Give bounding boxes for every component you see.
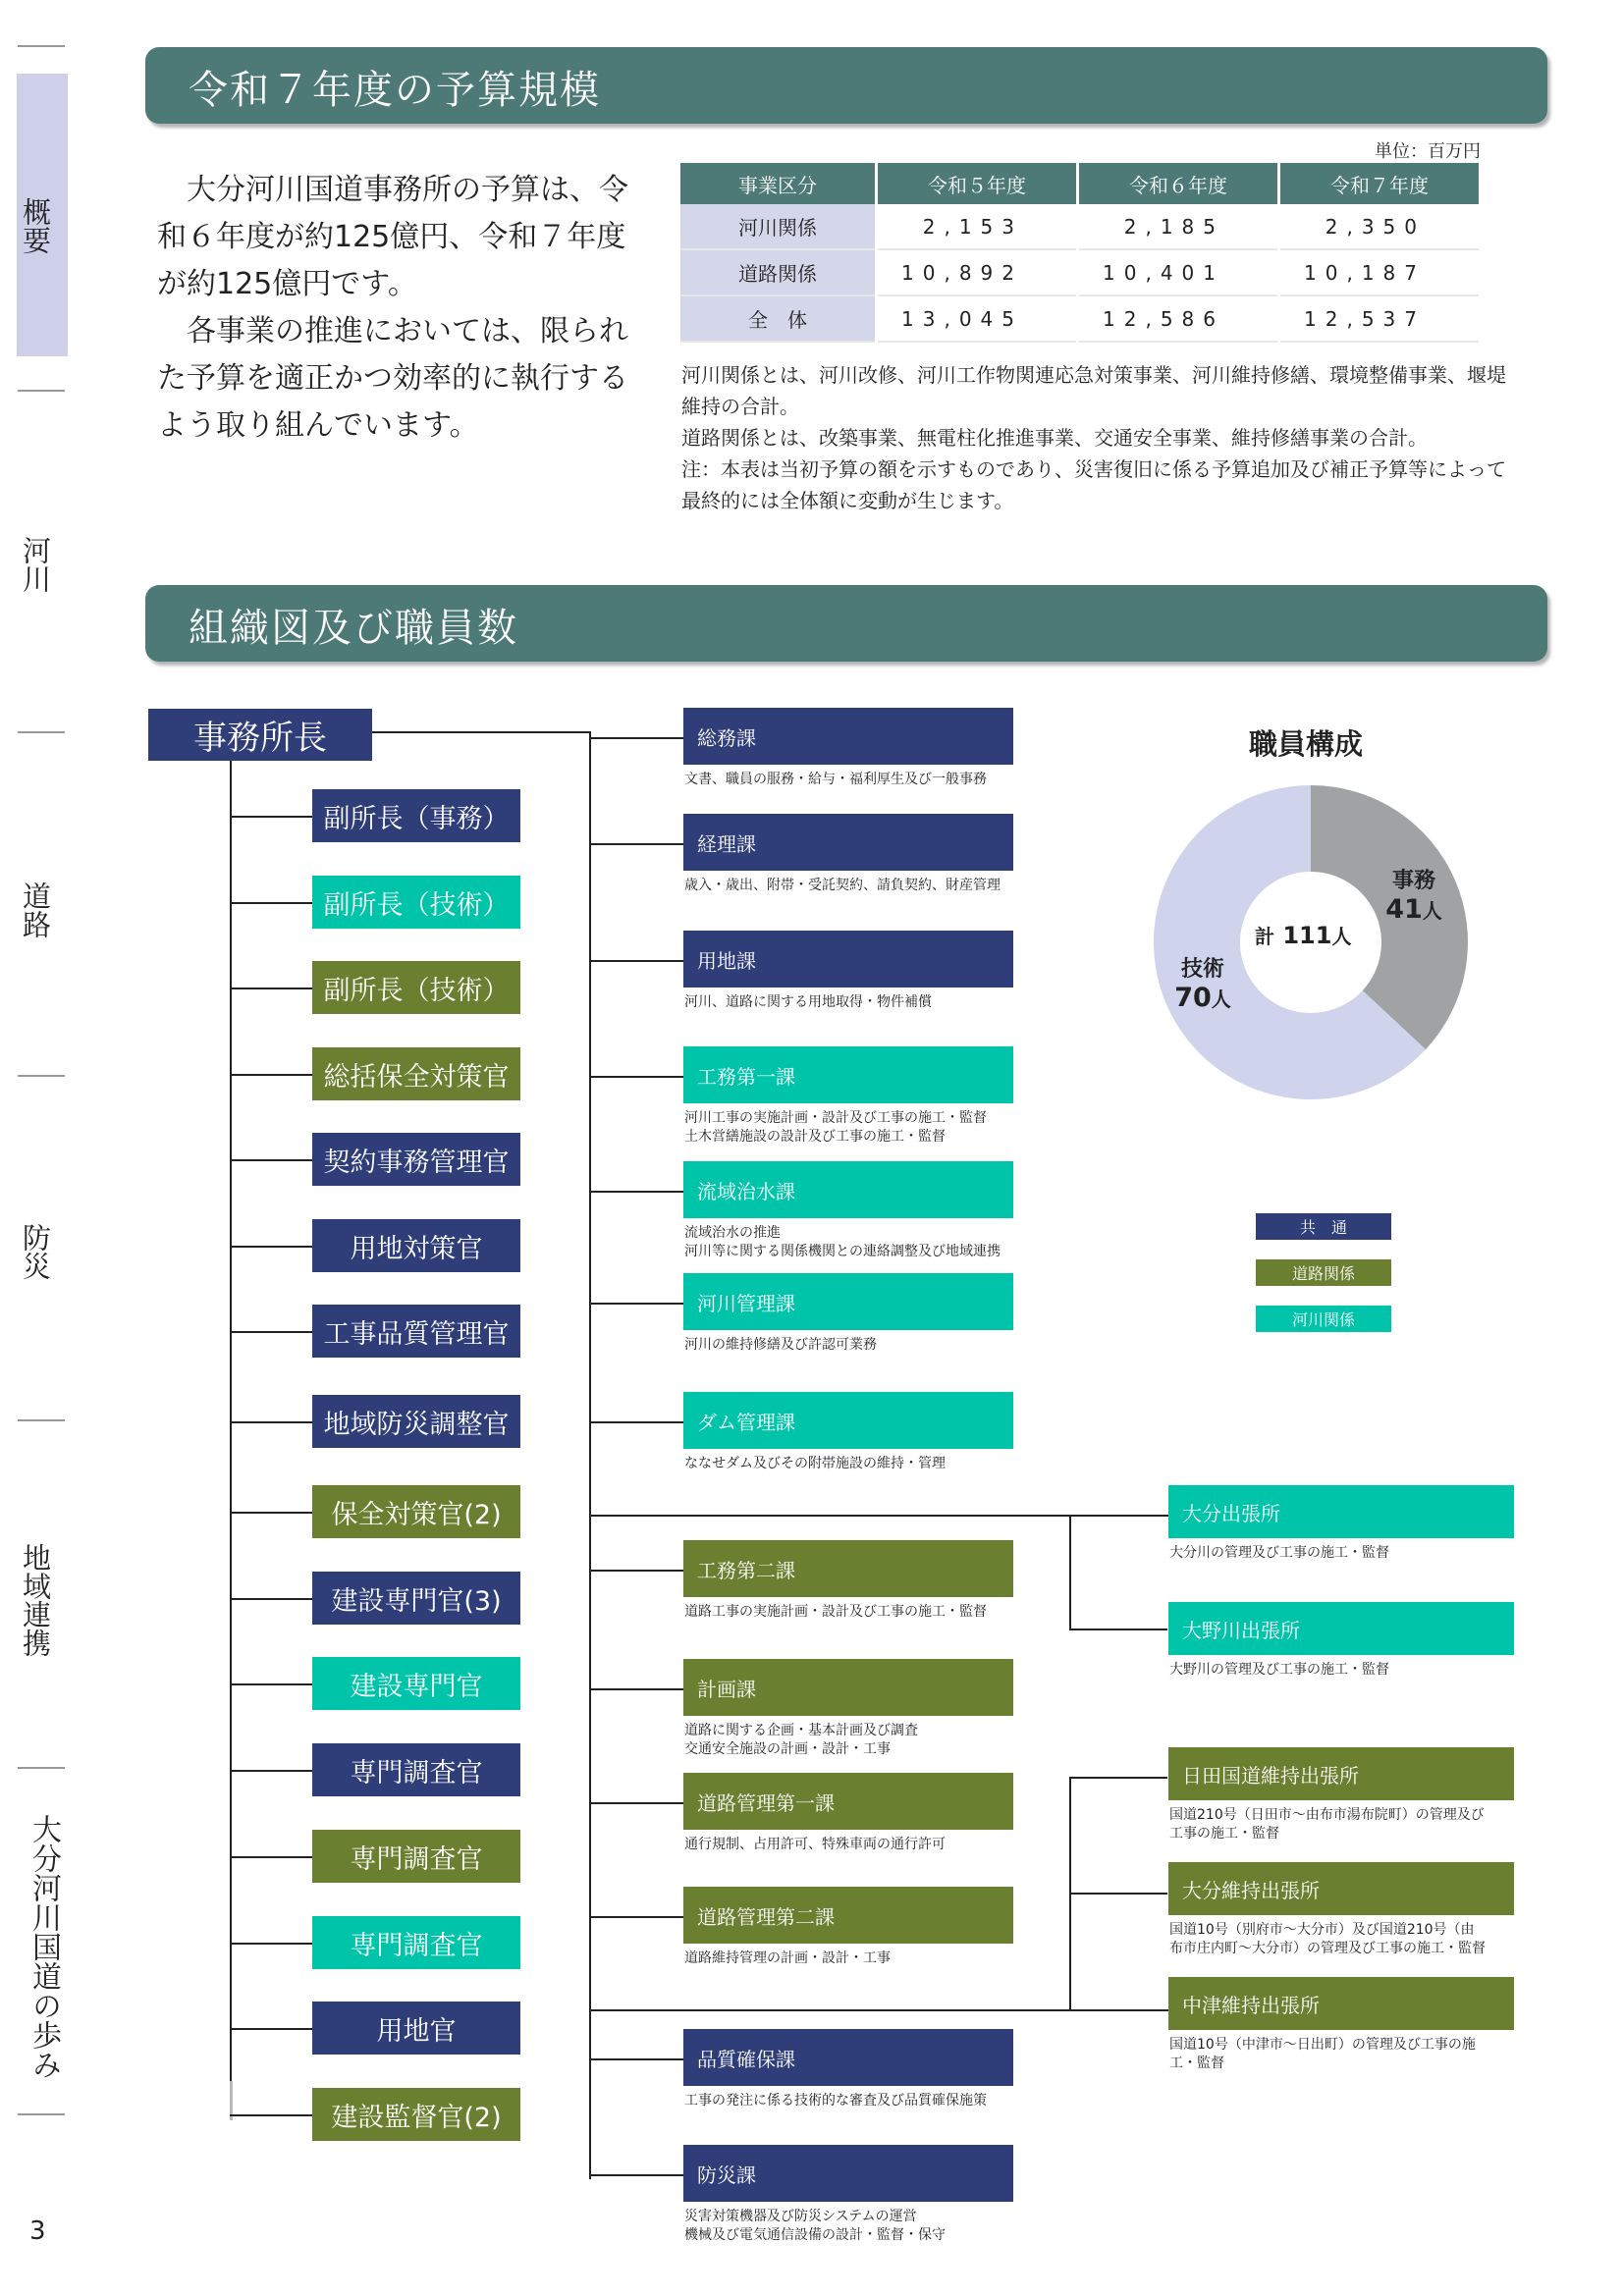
- division-box: 工務第一課: [683, 1046, 1013, 1103]
- connector-line: [589, 2009, 1168, 2011]
- pie-label-gijutsu: [1173, 952, 1232, 1013]
- nav-divider: [18, 390, 65, 392]
- nav-divider: [18, 731, 65, 733]
- row-label: 全 体: [680, 296, 875, 343]
- nav-divider: [18, 1767, 65, 1769]
- connector-line: [1069, 1893, 1167, 1895]
- legend-road: 道路関係: [1256, 1259, 1391, 1286]
- org-head-box: 事務所長: [148, 709, 372, 761]
- table-row: [680, 250, 1479, 296]
- nav-item-disaster[interactable]: 防災: [19, 1223, 52, 1280]
- table-cell: 10,401: [1079, 250, 1277, 296]
- officer-box: 総括保全対策官: [312, 1047, 520, 1100]
- officer-box: 用地官: [312, 2002, 520, 2055]
- office-description: 国道210号（日田市〜由布市湯布院町）の管理及び: [1169, 1807, 1485, 1823]
- intro-paragraph: 各事業の推進においては、限られた予算を適正かつ効率的に執行するよう取り組んでいます。: [157, 314, 628, 443]
- page-number: 3: [29, 2216, 46, 2246]
- connector-line: [230, 1421, 312, 1423]
- connector-line: [230, 1512, 312, 1514]
- pie-value: [1384, 894, 1443, 925]
- division-box: 経理課: [683, 814, 1013, 871]
- pie-number: 70: [1174, 983, 1212, 1013]
- connector-line: [230, 1331, 312, 1333]
- nav-divider: [18, 1419, 65, 1421]
- table-row: [680, 296, 1479, 343]
- connector-line: [1069, 1777, 1167, 1779]
- connector-line: [589, 843, 683, 845]
- division-description: ななせダム及びその附帯施設の維持・管理: [684, 1456, 946, 1471]
- connector-line: [230, 988, 312, 989]
- division-description: 河川等に関する関係機関との連絡調整及び地域連携: [684, 1244, 1001, 1259]
- office-description: 大野川の管理及び工事の施工・監督: [1169, 1662, 1389, 1678]
- division-box: 河川管理課: [683, 1273, 1013, 1330]
- connector-line: [230, 1246, 312, 1248]
- office-box: 中津維持出張所: [1168, 1977, 1514, 2030]
- connector-line: [1069, 1515, 1071, 1629]
- nav-item-river[interactable]: 河川: [19, 536, 52, 593]
- connector-line: [371, 731, 589, 733]
- table-cell: 12,537: [1280, 296, 1479, 343]
- officer-box: 専門調査官: [312, 1743, 520, 1796]
- table-header-row: [680, 163, 1479, 204]
- division-box: 流域治水課: [683, 1161, 1013, 1218]
- column-header: 令和５年度: [878, 163, 1076, 204]
- division-description: 道路工事の実施計画・設計及び工事の施工・監督: [684, 1604, 987, 1620]
- connector-line: [230, 1074, 312, 1076]
- connector-line: [1069, 1629, 1167, 1630]
- division-description: 道路に関する企画・基本計画及び調査: [684, 1723, 918, 1738]
- division-box: 工務第二課: [683, 1540, 1013, 1597]
- connector-line: [230, 1598, 312, 1600]
- pie-total-unit: 人: [1331, 925, 1352, 948]
- budget-section-header: [145, 47, 1547, 124]
- division-box: 用地課: [683, 931, 1013, 988]
- pie-value: [1173, 983, 1232, 1013]
- table-cell: 12,586: [1079, 296, 1277, 343]
- division-description: 通行規制、占用許可、特殊車両の通行許可: [684, 1837, 946, 1852]
- pie-total-prefix: 計: [1255, 925, 1274, 948]
- office-description: 国道10号（別府市〜大分市）及び国道210号（由: [1169, 1922, 1475, 1938]
- table-cell: 10,892: [878, 250, 1076, 296]
- pie-unit: 人: [1422, 899, 1442, 923]
- division-description: 河川の維持修繕及び許認可業務: [684, 1337, 877, 1353]
- connector-line: [589, 1916, 683, 1918]
- connector-line: [589, 1688, 683, 1690]
- table-cell: 2,350: [1280, 204, 1479, 250]
- table-cell: 13,045: [878, 296, 1076, 343]
- office-box: 大分出張所: [1168, 1485, 1514, 1538]
- budget-notes: [681, 359, 1506, 516]
- nav-divider: [18, 2113, 65, 2115]
- division-description: 文書、職員の服務・給与・福利厚生及び一般事務: [684, 772, 987, 787]
- staff-chart-title: 職員構成: [1249, 727, 1364, 761]
- connector-line: [589, 1570, 683, 1572]
- officer-box: 専門調査官: [312, 1916, 520, 1969]
- connector-line: [589, 1191, 683, 1193]
- division-box: 品質確保課: [683, 2029, 1013, 2086]
- pie-total-value: 111: [1282, 922, 1332, 949]
- connector-line: [589, 1303, 683, 1305]
- officer-box: 工事品質管理官: [312, 1305, 520, 1358]
- legend-river: 河川関係: [1256, 1306, 1391, 1332]
- division-description: 交通安全施設の計画・設計・工事: [684, 1741, 891, 1757]
- officer-box: 用地対策官: [312, 1219, 520, 1272]
- nav-item-community[interactable]: 地域連携: [19, 1543, 52, 1657]
- note: 河川関係とは、河川改修、河川工作物関連応急対策事業、河川維持修繕、環境整備事業、堰堤維持の合計。: [681, 363, 1506, 418]
- column-header: 令和６年度: [1079, 163, 1277, 204]
- division-description: 機械及び電気通信設備の設計・監督・保守: [684, 2227, 946, 2243]
- legend-common: 共 通: [1256, 1213, 1391, 1240]
- pie-total-label: [1255, 921, 1351, 949]
- connector-line: [589, 2174, 683, 2176]
- officer-box: 保全対策官(2): [312, 1485, 520, 1538]
- intro-paragraph: 大分河川国道事務所の予算は、令和６年度が約125億円、令和７年度が約125億円です。: [157, 173, 628, 301]
- division-box: 道路管理第一課: [683, 1773, 1013, 1830]
- budget-intro: [157, 167, 638, 450]
- division-description: 道路維持管理の計画・設計・工事: [684, 1950, 891, 1966]
- row-label: 河川関係: [680, 204, 875, 250]
- pie-label-jimu: [1384, 864, 1443, 925]
- office-box: 大分維持出張所: [1168, 1862, 1514, 1915]
- table-row: [680, 204, 1479, 250]
- division-description: 河川工事の実施計画・設計及び工事の施工・監督: [684, 1110, 987, 1126]
- pie-number: 41: [1385, 894, 1423, 925]
- table-cell: 2,153: [878, 204, 1076, 250]
- connector-line: [230, 902, 312, 904]
- connector-line: [589, 1802, 683, 1804]
- division-box: 総務課: [683, 708, 1013, 765]
- note: 注：本表は当初予算の額を示すものであり、災害復旧に係る予算追加及び補正予算等によって最終的には全体額に変動が生じます。: [681, 457, 1506, 512]
- org-heading: 組織図及び職員数: [189, 606, 518, 651]
- division-description: 歳入・歳出、附帯・受託契約、請負契約、財産管理: [684, 878, 1001, 893]
- note: 道路関係とは、改築事業、無電柱化推進事業、交通安全事業、維持修繕事業の合計。: [681, 426, 1428, 450]
- table-cell: 2,185: [1079, 204, 1277, 250]
- connector-line: [230, 1683, 312, 1685]
- officer-box: 建設専門官: [312, 1657, 520, 1710]
- officer-box: 副所長（技術）: [312, 961, 520, 1014]
- connector-line: [230, 756, 232, 2081]
- office-description: 工・監督: [1169, 2056, 1224, 2071]
- division-box: 道路管理第二課: [683, 1887, 1013, 1944]
- nav-item-road[interactable]: 道路: [19, 881, 52, 938]
- connector-line: [589, 960, 683, 962]
- table-cell: 10,187: [1280, 250, 1479, 296]
- connector-line: [589, 1076, 683, 1078]
- connector-line: [230, 2114, 312, 2116]
- office-description: 国道10号（中津市〜日出町）の管理及び工事の施: [1169, 2037, 1476, 2053]
- budget-table: [677, 163, 1482, 343]
- connector-line: [589, 1421, 683, 1423]
- office-description: 布市庄内町〜大分市）の管理及び工事の施工・監督: [1169, 1941, 1486, 1956]
- officer-box: 建設監督官(2): [312, 2088, 520, 2141]
- row-label: 道路関係: [680, 250, 875, 296]
- division-box: ダム管理課: [683, 1392, 1013, 1449]
- pie-category: 事務: [1391, 869, 1435, 893]
- connector-line: [230, 1856, 312, 1858]
- column-header: 事業区分: [680, 163, 875, 204]
- office-box: 大野川出張所: [1168, 1602, 1514, 1655]
- officer-box: 契約事務管理官: [312, 1133, 520, 1186]
- officer-box: 建設専門官(3): [312, 1572, 520, 1625]
- connector-line: [230, 816, 312, 818]
- connector-line: [230, 1159, 312, 1161]
- officer-box: 専門調査官: [312, 1830, 520, 1883]
- connector-line: [589, 731, 591, 2179]
- budget-unit: 単位：百万円: [1375, 141, 1481, 162]
- officer-box: 副所長（技術）: [312, 876, 520, 929]
- division-description: 工事の発注に係る技術的な審査及び品質確保施策: [684, 2093, 987, 2109]
- org-section-header: [145, 585, 1547, 662]
- nav-item-overview[interactable]: 概要: [19, 197, 52, 254]
- division-description: 土木営繕施設の設計及び工事の施工・監督: [684, 1129, 946, 1145]
- connector-line: [589, 1515, 1168, 1517]
- division-box: 計画課: [683, 1659, 1013, 1716]
- pie-category: 技術: [1180, 957, 1224, 982]
- officer-box: 地域防災調整官: [312, 1395, 520, 1448]
- officer-box: 副所長（事務）: [312, 789, 520, 842]
- budget-heading: 令和７年度の予算規模: [189, 68, 601, 113]
- nav-item-history[interactable]: 大分河川国道の歩み: [27, 1814, 61, 2079]
- nav-divider: [18, 45, 65, 47]
- office-description: 大分川の管理及び工事の施工・監督: [1169, 1545, 1389, 1561]
- connector-line: [589, 2058, 683, 2060]
- office-box: 日田国道維持出張所: [1168, 1747, 1514, 1800]
- connector-line: [230, 1943, 312, 1945]
- division-description: 河川、道路に関する用地取得・物件補償: [684, 994, 932, 1010]
- pie-unit: 人: [1211, 988, 1231, 1011]
- connector-line: [230, 1770, 312, 1772]
- connector-line: [589, 737, 683, 739]
- division-description: 災害対策機器及び防災システムの運営: [684, 2209, 917, 2224]
- column-header: 令和７年度: [1280, 163, 1479, 204]
- office-description: 工事の施工・監督: [1169, 1826, 1279, 1842]
- division-box: 防災課: [683, 2145, 1013, 2202]
- division-description: 流域治水の推進: [684, 1225, 781, 1241]
- nav-divider: [18, 1075, 65, 1077]
- connector-line: [230, 2028, 312, 2030]
